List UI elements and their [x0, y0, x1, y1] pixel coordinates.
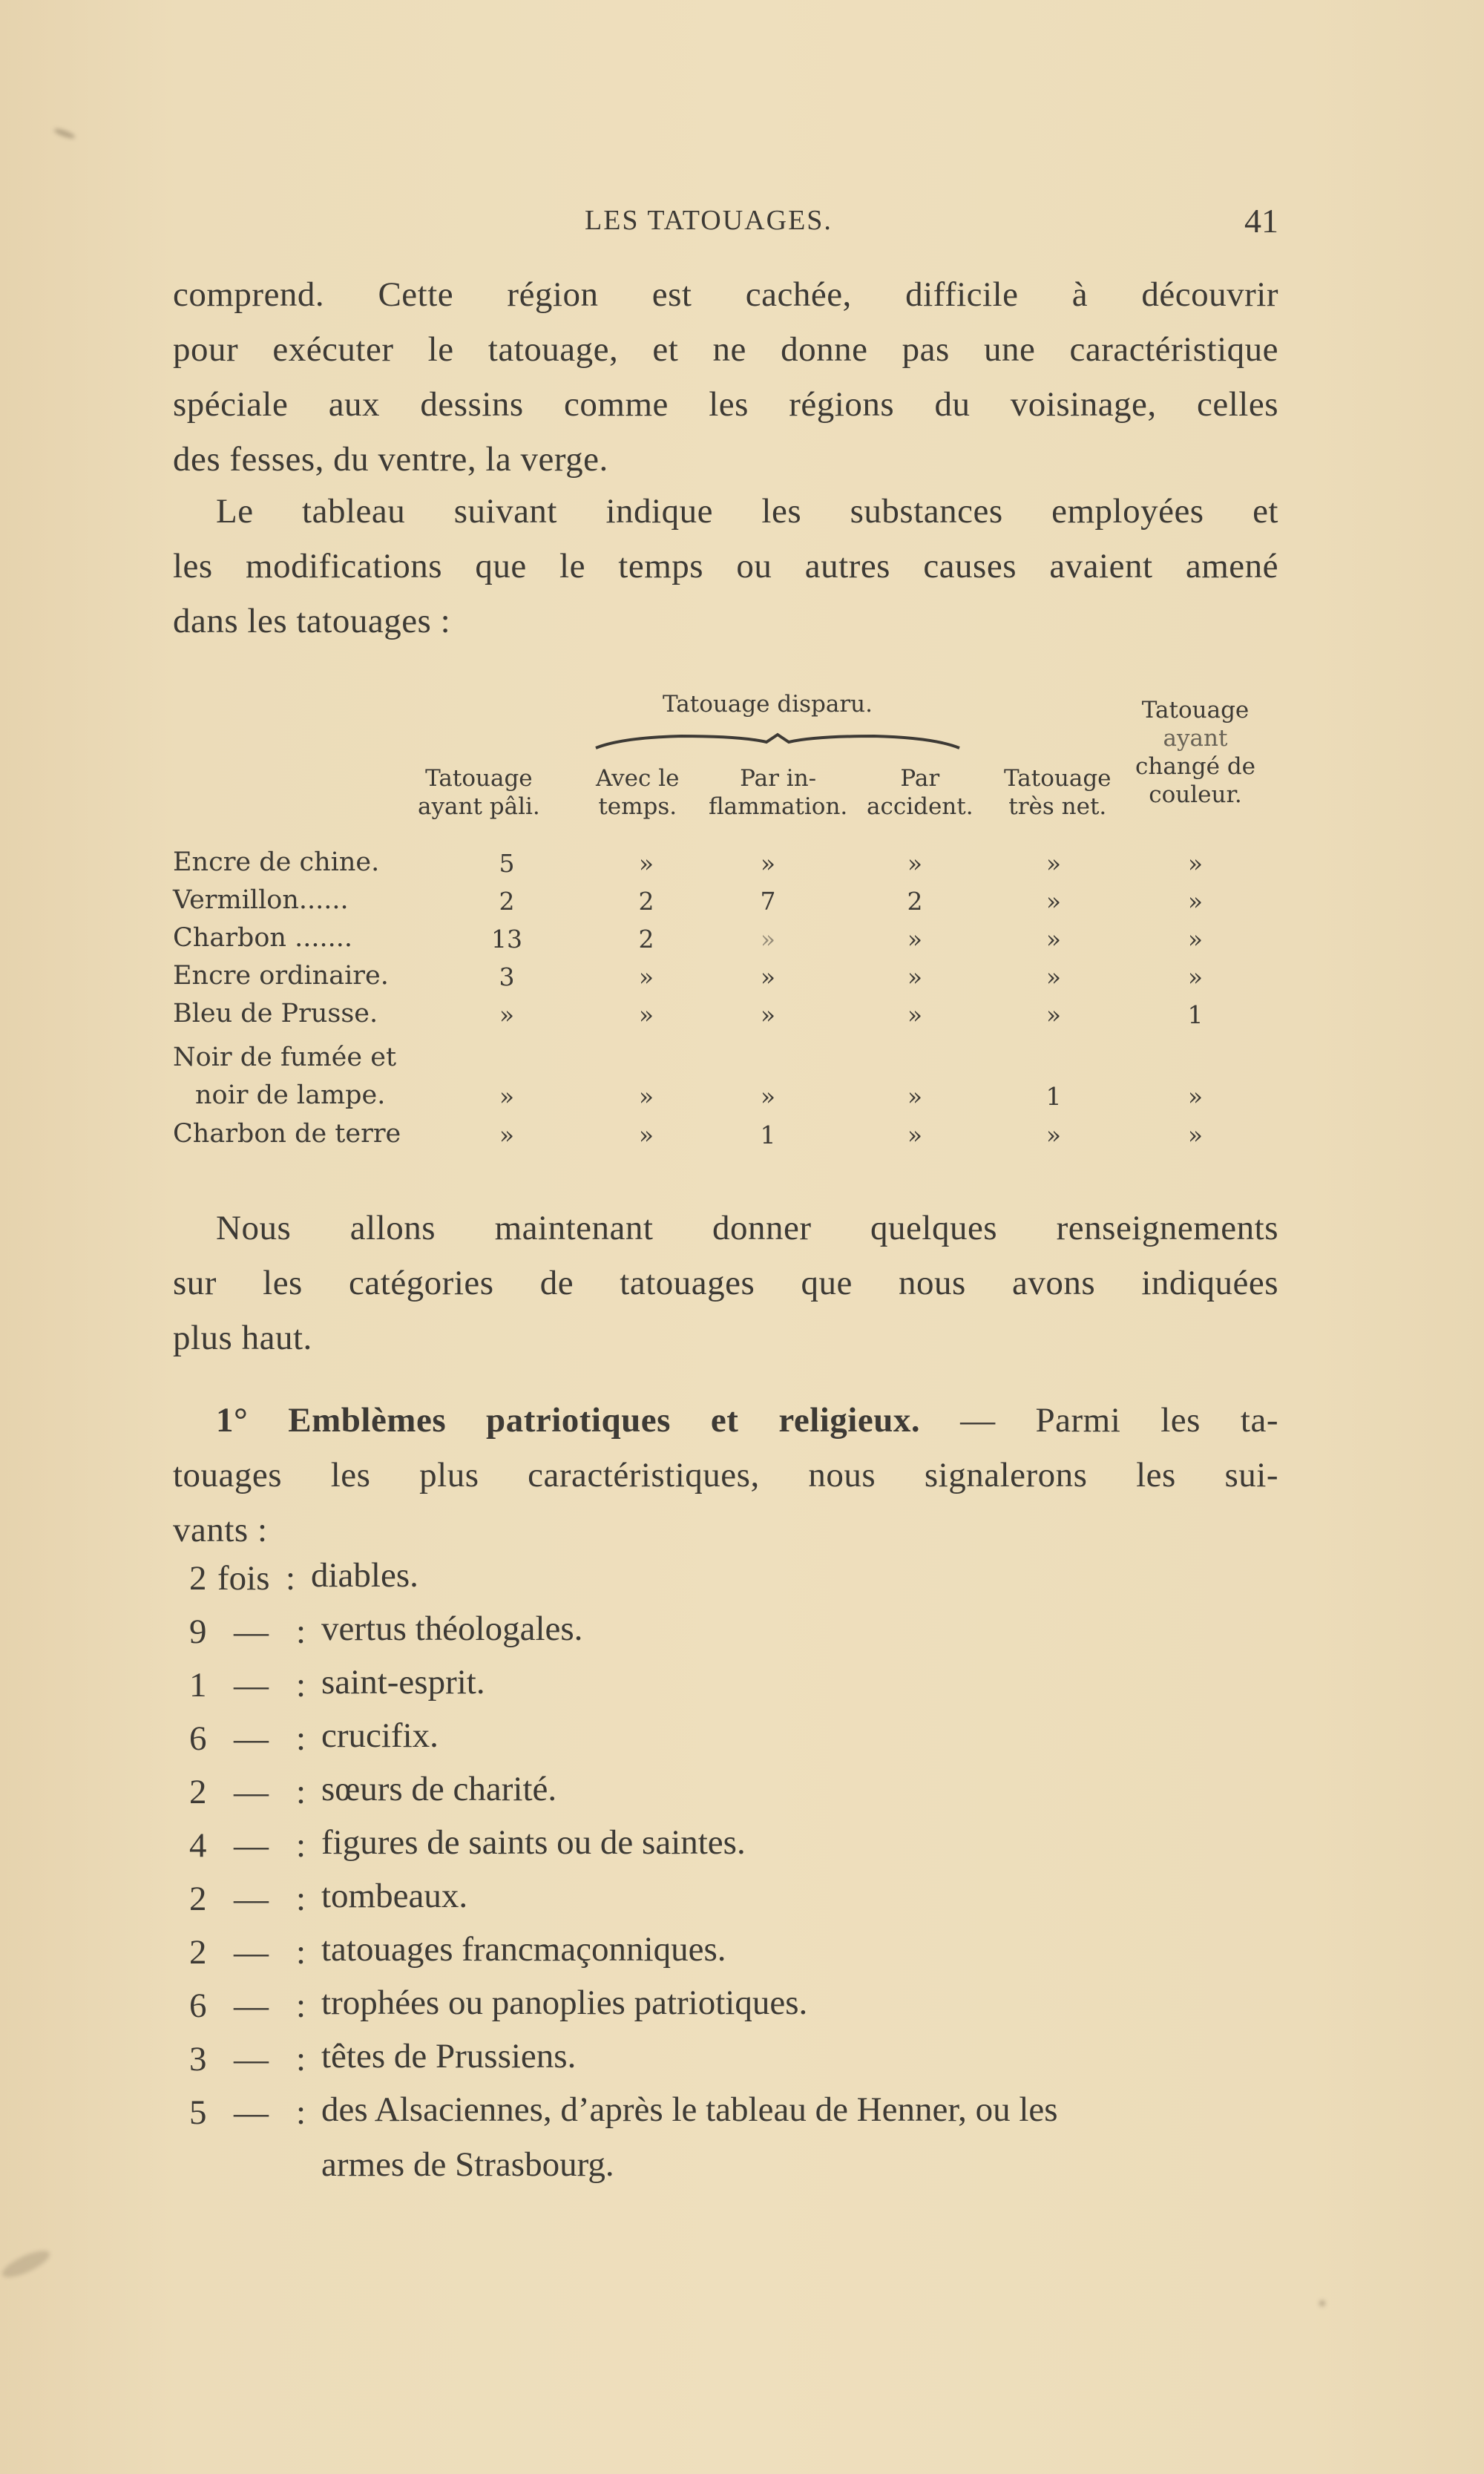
scan-smudge: [0, 2245, 53, 2283]
running-head: [173, 204, 1278, 249]
text-line: plus haut.: [173, 1319, 312, 1357]
list-item: 1 — : saint-esprit.: [189, 1663, 485, 1704]
text-line: des fesses, du ventre, la verge.: [173, 440, 608, 479]
section-heading: 1° Emblèmes patriotiques et religieux.: [216, 1401, 921, 1440]
text-line: pour exécuter le tatouage, et ne donne pas une caractéristique: [173, 330, 1278, 369]
text-line: spéciale aux dessins comme les régions du voisinage, celles: [173, 385, 1278, 424]
paragraph-table-intro: [173, 484, 1278, 649]
page-number: 41: [1244, 202, 1278, 240]
column-header: Avec le temps.: [596, 765, 680, 820]
column-header: Tatouage ayant pâli.: [418, 765, 540, 820]
scan-smudge: [53, 127, 76, 140]
column-header: Par accident.: [867, 765, 974, 820]
text-line: 1° Emblèmes patriotiques et religieux. — Parmi les ta-: [216, 1401, 1278, 1440]
text-line: Le tableau suivant indique les substances employées et: [216, 492, 1278, 531]
paragraph-continuation: [173, 267, 1278, 487]
text-line: les modifications que le temps ou autres causes avaient amené: [173, 547, 1278, 585]
list-item: 2 — : sœurs de charité.: [189, 1770, 557, 1811]
substances-table: Tatouage disparu. Tatouage ayant pâli. Avec le temps. Par in- flammation. Par accident. Tatouage très net. Tatouage ayant changé de couleur. Encre de chine. 5 » » » » » Vermillon...... 2 2 7 2 » » Charbon ....... 13 2 » » » » Encre ordinaire. 3 » » » » » Bleu de Prusse. » » » » » 1 Noir de fumée et noir de lampe. » » » » 1 » Charbon de terre » » 1 » » »: [173, 691, 1256, 1149]
text-line: dans les tatouages :: [173, 602, 451, 640]
list-item: 5 — : des Alsaciennes, d’après le tableau de Henner, ou les armes de Strasbourg.: [189, 2090, 1058, 2184]
scan-smudge: [1319, 2300, 1325, 2306]
column-header: Par in- flammation.: [709, 765, 848, 820]
text-line: sur les catégories de tatouages que nous avons indiquées: [173, 1264, 1278, 1302]
text-line: Nous allons maintenant donner quelques renseignements: [216, 1209, 1278, 1247]
group-header-disparu: Tatouage disparu.: [663, 691, 873, 718]
column-header: Tatouage très net.: [1004, 765, 1112, 820]
text-line: touages les plus caractéristiques, nous signalerons les sui-: [173, 1456, 1278, 1494]
paragraph-categories-intro: [173, 1201, 1278, 1365]
text-line: vants :: [173, 1511, 268, 1549]
list-item: 4 — : figures de saints ou de saintes.: [189, 1823, 746, 1865]
list-item: 2 — : tombeaux.: [189, 1877, 468, 1918]
running-title: LES TATOUAGES.: [585, 205, 833, 236]
list-item: 2 — : tatouages francmaçonniques.: [189, 1930, 726, 1972]
column-header: Tatouage ayant changé de couleur.: [1135, 697, 1256, 808]
list-item: 6 — : trophées ou panoplies patriotiques.: [189, 1984, 808, 2025]
list-item: 6 — : crucifix.: [189, 1716, 439, 1758]
list-item: 2 fois : diables.: [189, 1556, 418, 1598]
list-item: 9 — : vertus théologales.: [189, 1610, 583, 1651]
section-emblemes: [173, 1393, 1278, 1558]
list-item: 3 — : têtes de Prussiens.: [189, 2037, 577, 2078]
text-line: comprend. Cette région est cachée, difficile à découvrir: [173, 275, 1278, 314]
curly-brace-icon: [592, 729, 963, 751]
